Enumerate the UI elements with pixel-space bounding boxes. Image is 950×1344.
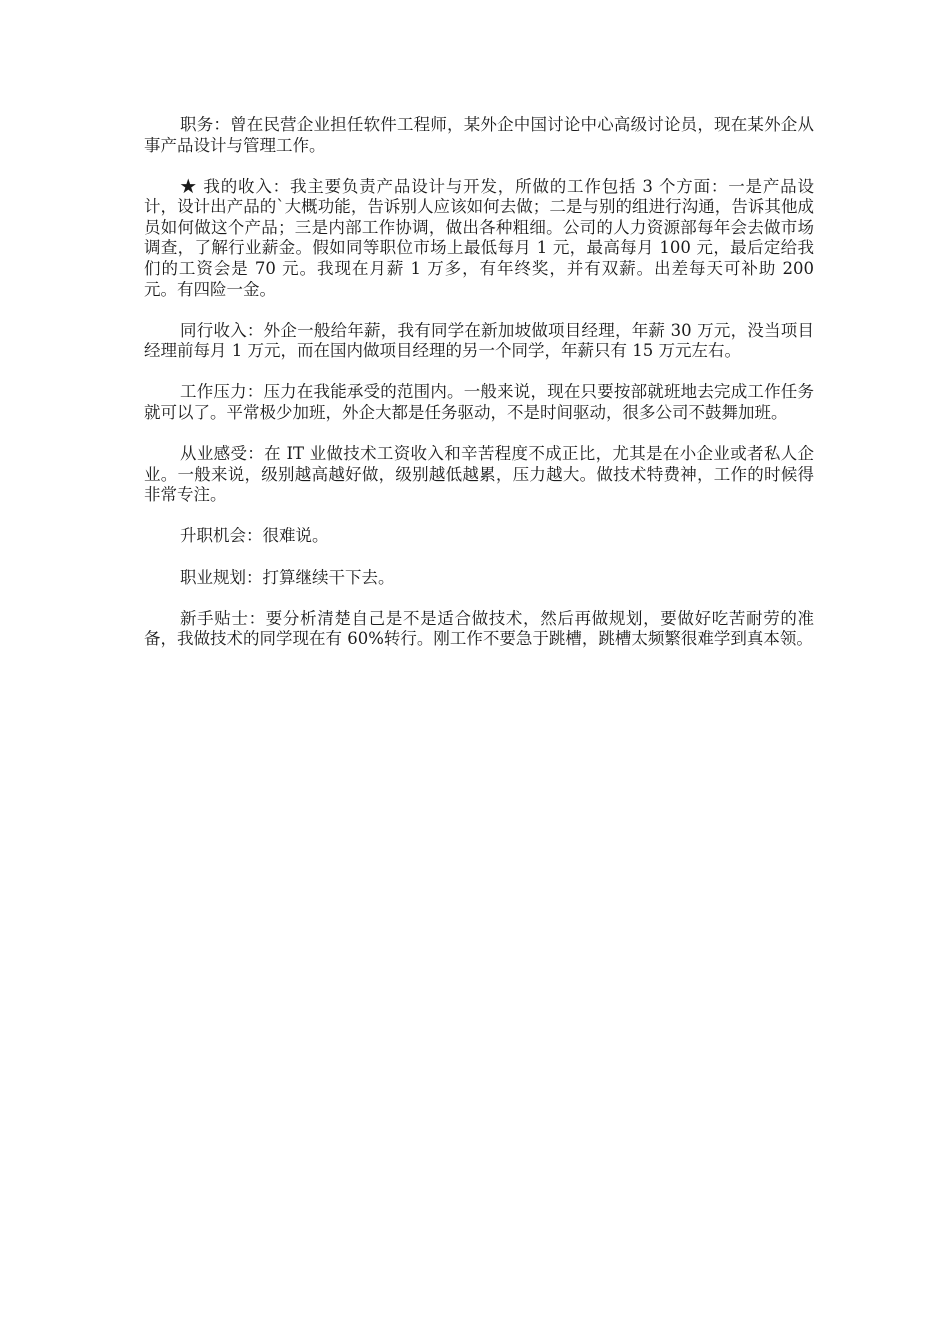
paragraph-career-plan: 职业规划：打算继续干下去。 bbox=[180, 567, 395, 587]
paragraph-work-pressure: 工作压力：压力在我能承受的范围内。一般来说，现在只要按部就班地去完成工作任务就可以了。平常极少加班，外企大都是任务驱动，不是时间驱动，很多公司不鼓舞加班。 bbox=[144, 382, 814, 423]
paragraph-work-feelings: 从业感受：在 IT 业做技术工资收入和辛苦程度不成正比，尤其是在小企业或者私人企业。一般来说，级别越高越好做，级别越低越累，压力越大。做技术特费神，工作的时候得非常专注。 bbox=[144, 444, 814, 505]
paragraph-my-income: ★ 我的收入：我主要负责产品设计与开发，所做的工作包括 3 个方面：一是产品设计，设计出产品的`大概功能，告诉别人应该如何去做；二是与别的组进行沟通，告诉其他成员如何做这个产品；三是内部工作协调，做出各种粗细。公司的人力资源部每年会去做市场调查，了解行业薪金。假如同等职位市场上最低每月 1 元，最高每月 100 元，最后定给我们的工资会是 70 元。我现在月薪 1 万多，有年终奖，并有双薪。出差每天可补助 200 元。有四险一金。 bbox=[144, 176, 814, 299]
paragraph-promotion: 升职机会：很难说。 bbox=[180, 526, 329, 546]
document-body bbox=[144, 115, 814, 670]
paragraph-position: 职务：曾在民营企业担任软件工程师，某外企中国讨论中心高级讨论员，现在某外企从事产品设计与管理工作。 bbox=[144, 115, 814, 155]
paragraph-newbie-tips: 新手贴士：要分析清楚自己是不是适合做技术，然后再做规划，要做好吃苦耐劳的准备，我做技术的同学现在有 60%转行。刚工作不要急于跳槽，跳槽太频繁很难学到真本领。 bbox=[144, 608, 814, 649]
paragraph-peer-income: 同行收入：外企一般给年薪，我有同学在新加坡做项目经理，年薪 30 万元，没当项目经理前每月 1 万元，而在国内做项目经理的另一个同学，年薪只有 15 万元左右。 bbox=[144, 320, 814, 361]
